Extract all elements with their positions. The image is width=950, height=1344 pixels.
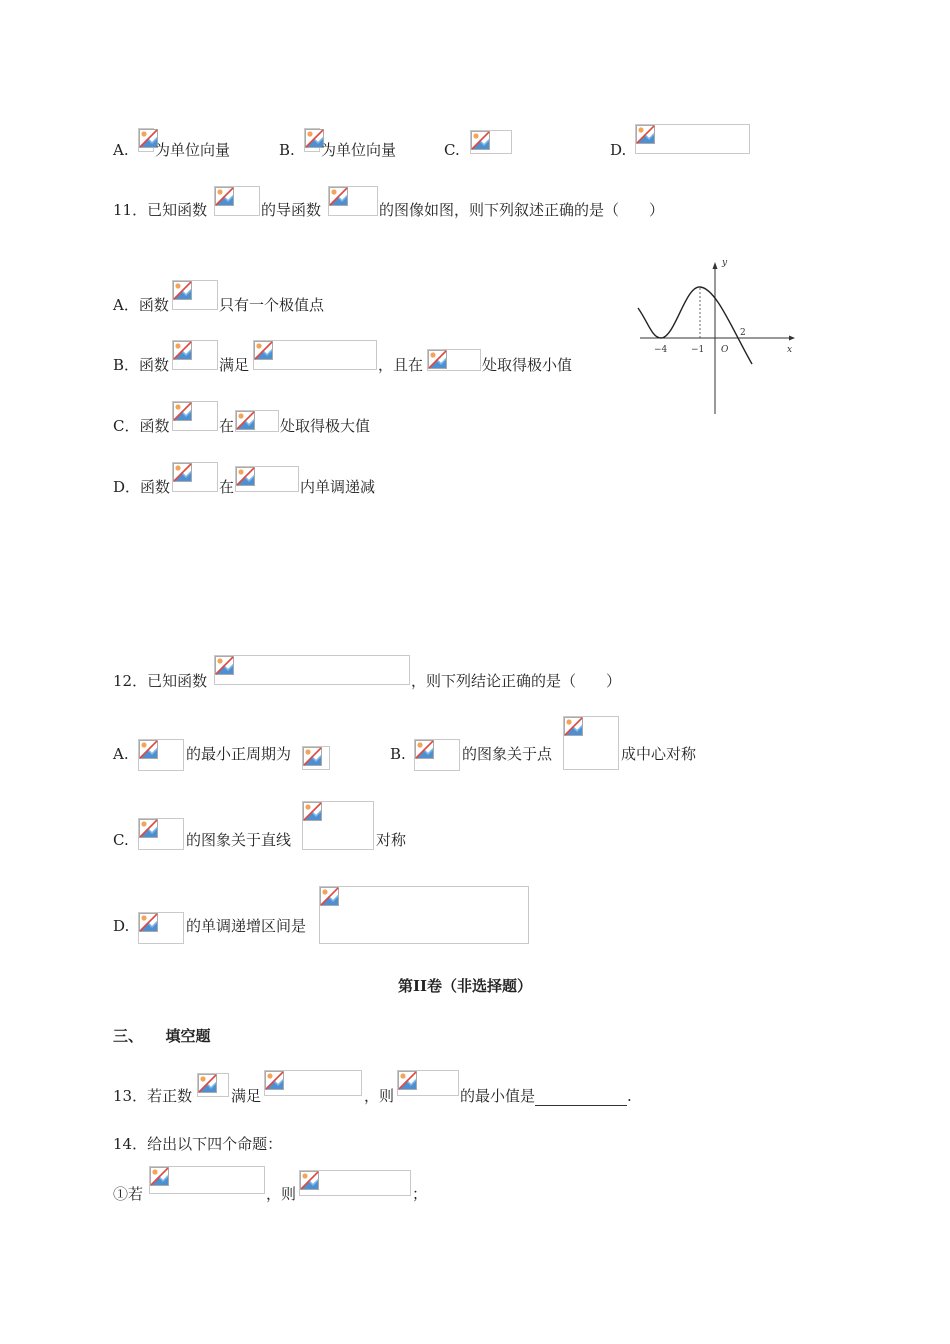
broken-image-icon xyxy=(150,1167,169,1186)
option-c-label: C．函数 xyxy=(113,417,170,435)
formula-image xyxy=(214,655,410,685)
broken-image-icon xyxy=(173,463,192,482)
option-b-text: 为单位向量 xyxy=(321,141,397,159)
option-d-text: 的单调递增区间是 xyxy=(186,917,307,935)
formula-image xyxy=(264,1070,362,1096)
question-13-stem: 13．若正数 xyxy=(113,1087,193,1105)
broken-image-icon xyxy=(173,341,192,360)
formula-image xyxy=(299,1170,411,1196)
formula-image xyxy=(172,280,218,310)
option-a-label: A．函数 xyxy=(113,296,169,314)
broken-image-icon xyxy=(215,187,234,206)
formula-image xyxy=(302,746,330,770)
x-axis-arrow xyxy=(789,336,795,341)
option-b-label: B. xyxy=(279,141,295,159)
item-1-text: ，则 xyxy=(266,1185,297,1203)
formula-image xyxy=(414,739,460,771)
broken-image-icon xyxy=(415,740,434,759)
answer-blank xyxy=(535,1091,627,1106)
section-heading: 三、 填空题 xyxy=(113,1027,211,1045)
y-axis-label: y xyxy=(722,258,728,268)
formula-image xyxy=(253,340,377,370)
broken-image-icon xyxy=(139,913,158,932)
question-13-stem-part xyxy=(460,1086,632,1106)
option-b-text: 成中心对称 xyxy=(621,745,697,763)
broken-image-icon xyxy=(636,125,655,144)
formula-image xyxy=(470,130,512,154)
option-d-label: D. xyxy=(113,917,130,935)
formula-image xyxy=(563,716,619,770)
question-12-stem-part: ，则下列结论正确的是（ ） xyxy=(411,672,622,690)
option-c-text: 的图象关于直线 xyxy=(186,831,292,849)
option-a-label: A. xyxy=(113,745,129,763)
option-b-label: B．函数 xyxy=(113,356,170,374)
broken-image-icon xyxy=(320,887,339,906)
broken-image-icon xyxy=(198,1074,217,1093)
origin-label: O xyxy=(721,345,729,355)
option-d-label: D. xyxy=(610,141,627,159)
broken-image-icon xyxy=(236,467,255,486)
formula-image xyxy=(304,128,320,152)
option-c-label: C. xyxy=(113,831,129,849)
broken-image-icon xyxy=(215,656,234,675)
question-11-stem-part: 的图像如图，则下列叙述正确的是（ ） xyxy=(379,201,665,219)
broken-image-icon xyxy=(329,187,348,206)
formula-image xyxy=(397,1070,459,1096)
period: . xyxy=(627,1087,632,1105)
option-c-text: 对称 xyxy=(376,831,407,849)
item-1-marker: ①若 xyxy=(113,1185,144,1203)
formula-image xyxy=(197,1073,229,1097)
option-b-text: 的图象关于点 xyxy=(462,745,553,763)
broken-image-icon xyxy=(398,1071,417,1090)
option-a-text: 的最小正周期为 xyxy=(186,745,292,763)
formula-image xyxy=(214,186,260,216)
broken-image-icon xyxy=(300,1171,319,1190)
formula-image xyxy=(427,349,481,371)
broken-image-icon xyxy=(265,1071,284,1090)
option-b-text: 处取得极小值 xyxy=(482,356,573,374)
formula-image xyxy=(172,340,218,370)
formula-image xyxy=(319,886,529,944)
question-13-stem-part: 满足 xyxy=(231,1087,262,1105)
item-1-text: ； xyxy=(412,1185,428,1203)
option-c-label: C. xyxy=(444,141,460,159)
question-11-stem-part: 的导函数 xyxy=(261,201,322,219)
broken-image-icon xyxy=(139,740,158,759)
tick-label-neg4: −4 xyxy=(654,345,668,355)
derivative-graph xyxy=(630,254,800,419)
broken-image-icon xyxy=(236,411,255,430)
option-b-text: 满足 xyxy=(219,356,250,374)
formula-image xyxy=(235,410,279,432)
formula-image xyxy=(235,466,299,492)
broken-image-icon xyxy=(471,131,490,150)
question-14-stem: 14．给出以下四个命题： xyxy=(113,1135,283,1153)
option-d-label: D．函数 xyxy=(113,478,171,496)
option-b-label: B. xyxy=(390,745,406,763)
formula-image xyxy=(138,128,154,152)
broken-image-icon xyxy=(139,819,158,838)
broken-image-icon xyxy=(303,802,322,821)
formula-image xyxy=(138,739,184,771)
question-13-stem-part: ，则 xyxy=(364,1087,395,1105)
option-a-text: 只有一个极值点 xyxy=(219,296,325,314)
question-11-stem: 11．已知函数 xyxy=(113,201,208,219)
formula-image xyxy=(138,818,184,850)
x-axis-label: x xyxy=(787,345,793,355)
y-axis-arrow xyxy=(713,262,718,269)
broken-image-icon xyxy=(564,717,583,736)
broken-image-icon xyxy=(303,747,322,766)
part-title: 第II卷（非选择题） xyxy=(398,977,533,995)
option-a-label: A. xyxy=(113,141,129,159)
formula-image xyxy=(302,801,374,850)
formula-image xyxy=(328,186,378,216)
formula-image xyxy=(172,462,218,492)
option-b-text: ，且在 xyxy=(378,356,424,374)
broken-image-icon xyxy=(428,350,447,369)
broken-image-icon xyxy=(254,341,273,360)
option-c-text: 在 xyxy=(219,417,235,435)
option-c-text: 处取得极大值 xyxy=(280,417,371,435)
tick-label-2: 2 xyxy=(740,328,746,338)
question-13-min-text: 的最小值是 xyxy=(460,1087,536,1105)
tick-label-neg1: −1 xyxy=(691,345,705,355)
option-d-text: 在 xyxy=(219,478,235,496)
broken-image-icon xyxy=(173,402,192,421)
formula-image xyxy=(635,124,750,154)
formula-image xyxy=(149,1166,265,1194)
broken-image-icon xyxy=(173,281,192,300)
formula-image xyxy=(172,401,218,431)
question-12-stem: 12．已知函数 xyxy=(113,672,208,690)
option-a-text: 为单位向量 xyxy=(155,141,231,159)
option-d-text: 内单调递减 xyxy=(300,478,376,496)
formula-image xyxy=(138,912,184,944)
